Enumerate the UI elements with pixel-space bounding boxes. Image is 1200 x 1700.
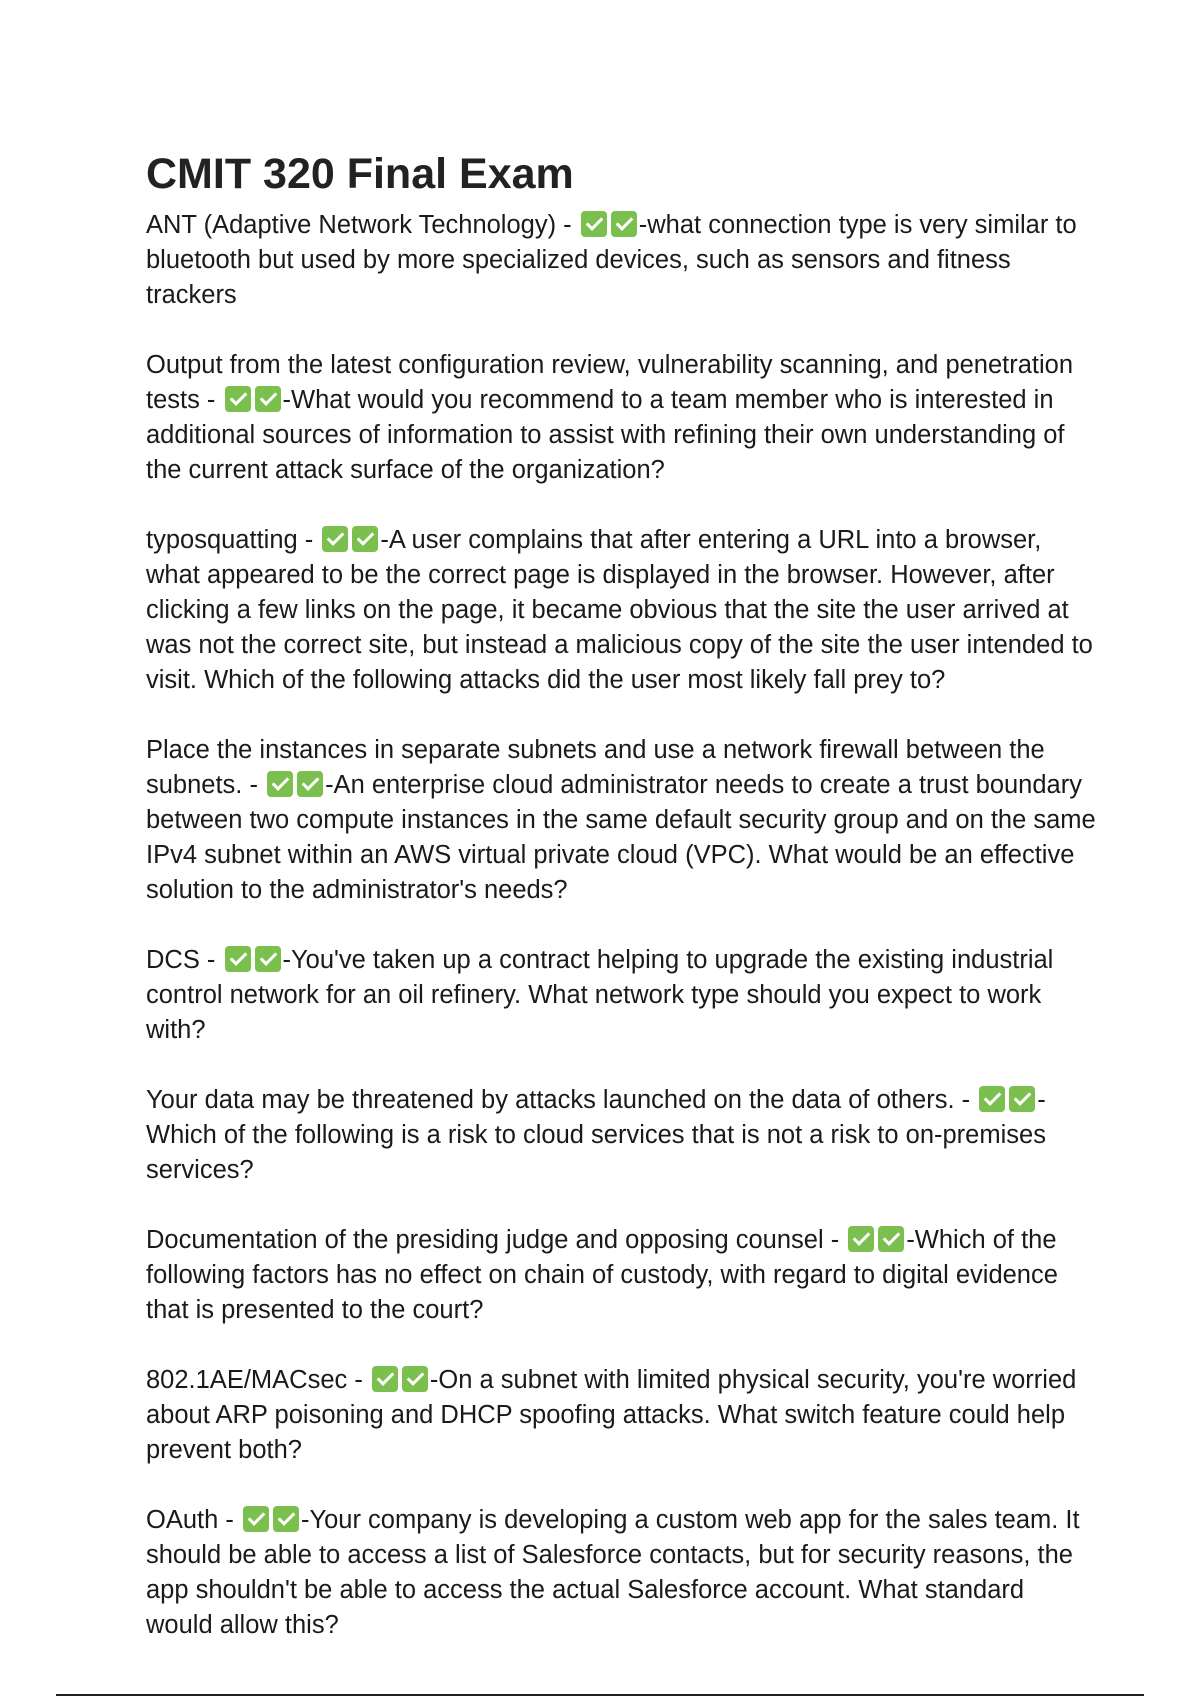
answer-text: DCS -: [146, 946, 223, 974]
question-text: -What would you recommend to a team member who is interested in additional sources of information to assist with refining their own understanding of the current attack surface of the organization?: [146, 386, 1065, 484]
question-text: -On a subnet with limited physical security, you're worried about ARP poisoning and DHCP spoofing attacks. What switch feature could help prevent both?: [146, 1366, 1077, 1464]
answer-text: OAuth -: [146, 1506, 241, 1534]
qa-item: [146, 523, 1096, 698]
check-icon: [243, 1506, 269, 1532]
answer-text: Your data may be threatened by attacks launched on the data of others. -: [146, 1086, 978, 1114]
qa-item: [146, 733, 1096, 908]
answer-text: ANT (Adaptive Network Technology) -: [146, 211, 579, 239]
qa-item: [146, 1083, 1096, 1188]
question-text: -Your company is developing a custom web app for the sales team. It should be able to access a list of Salesforce contacts, but for security reasons, the app shouldn't be able to access the actual Salesforce account. What standard would allow this?: [146, 1506, 1080, 1639]
qa-item: [146, 1363, 1096, 1468]
check-icon: [1009, 1086, 1035, 1112]
check-icon: [581, 211, 607, 237]
check-icon: [848, 1226, 874, 1252]
question-text: -A user complains that after entering a URL into a browser, what appeared to be the correct page is displayed in the browser. However, after clicking a few links on the page, it became obvious that the site the user arrived at was not the correct site, but instead a malicious copy of the site the user intended to visit. Which of the following attacks did the user most likely fall prey to?: [146, 526, 1093, 694]
question-text: -An enterprise cloud administrator needs to create a trust boundary between two compute instances in the same default security group and on the same IPv4 subnet within an AWS virtual private cloud (VPC). What would be an effective solution to the administrator's needs?: [146, 771, 1096, 904]
answer-text: Place the instances in separate subnets and use a network firewall between the subnets. -: [146, 736, 1045, 799]
qa-item: [146, 1223, 1096, 1328]
answer-text: Documentation of the presiding judge and opposing counsel -: [146, 1226, 847, 1254]
check-icon: [372, 1366, 398, 1392]
question-text: -You've taken up a contract helping to upgrade the existing industrial control network for an oil refinery. What network type should you expect to work with?: [146, 946, 1054, 1044]
qa-item: [146, 348, 1096, 488]
document-page: [146, 150, 1096, 1678]
document-title: CMIT 320 Final Exam: [146, 150, 574, 198]
answer-text: Output from the latest configuration review, vulnerability scanning, and penetration tests -: [146, 351, 1074, 414]
answer-text: 802.1AE/MACsec -: [146, 1366, 370, 1394]
qa-item: [146, 1503, 1096, 1643]
check-icon: [979, 1086, 1005, 1112]
check-icon: [225, 386, 251, 412]
check-icon: [352, 526, 378, 552]
check-icon: [225, 946, 251, 972]
check-icon: [267, 771, 293, 797]
question-text: -Which of the following factors has no effect on chain of custody, with regard to digital evidence that is presented to the court?: [146, 1226, 1058, 1324]
qa-item: [146, 943, 1096, 1048]
qa-item: [146, 208, 1096, 313]
check-icon: [297, 771, 323, 797]
check-icon: [611, 211, 637, 237]
check-icon: [273, 1506, 299, 1532]
check-icon: [878, 1226, 904, 1252]
check-icon: [255, 946, 281, 972]
question-text: -what connection type is very similar to bluetooth but used by more specialized devices, such as sensors and fitness trackers: [146, 211, 1077, 309]
check-icon: [402, 1366, 428, 1392]
footer-divider: [56, 1694, 1144, 1696]
check-icon: [255, 386, 281, 412]
answer-text: typosquatting -: [146, 526, 321, 554]
check-icon: [322, 526, 348, 552]
question-text: -Which of the following is a risk to cloud services that is not a risk to on-premises services?: [146, 1086, 1046, 1184]
